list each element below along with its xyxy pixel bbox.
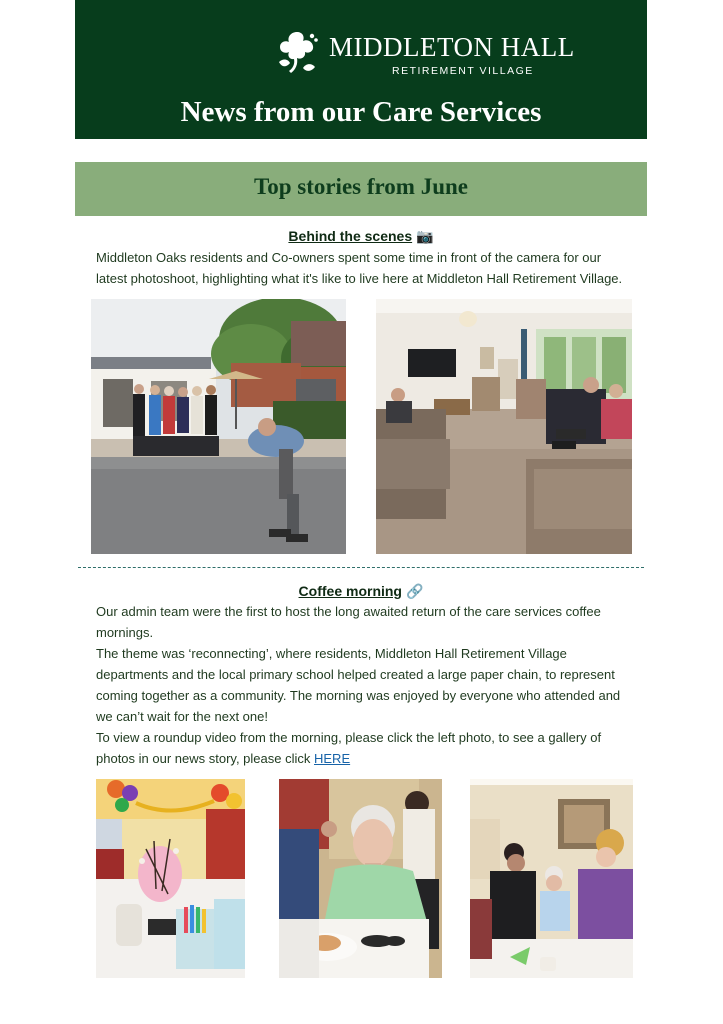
story-paragraph-closing (96, 727, 634, 769)
photo-residents-lounge[interactable] (376, 299, 632, 554)
page-title: News from our Care Services (180, 96, 542, 128)
photoshoot-image (91, 299, 346, 554)
story-body-behind-the-scenes (96, 247, 634, 289)
photo-coffee-table-video[interactable] (96, 779, 245, 978)
section-banner (75, 162, 647, 216)
story-paragraph: Our admin team were the first to host the long awaited return of the care services coffee mornings. (96, 604, 601, 640)
brand-name: MIDDLETON HALL (329, 32, 575, 62)
story-heading-label[interactable]: Behind the scenes (288, 228, 413, 244)
closing-text: To view a roundup video from the morning, please click the left photo, to see a gallery of photos in our news story, please click (96, 730, 602, 766)
story-heading-behind-the-scenes[interactable] (75, 228, 647, 245)
photo-resident-smiling[interactable] (279, 779, 442, 978)
lounge-image (376, 299, 632, 554)
photo-staff-with-resident[interactable] (470, 779, 633, 978)
story-paragraph: The theme was ‘reconnecting’, where residents, Middleton Hall Retirement Village departments and the local primary school helped created a large paper chain, to represent coming together as a community. The morning was enjoyed by everyone who attended and we can’t wait for the next one! (96, 646, 621, 724)
section-divider (78, 567, 644, 568)
gallery-link[interactable]: HERE (314, 751, 351, 766)
leaf-crest-icon (273, 28, 321, 78)
camera-icon: 📷 (416, 229, 434, 245)
section-title: Top stories from June (253, 174, 469, 199)
coffee-table-image (96, 779, 245, 978)
resident-image (279, 779, 442, 978)
brand-subtitle: RETIREMENT VILLAGE (392, 65, 534, 77)
photo-photoshoot-outside[interactable] (91, 299, 346, 554)
story-heading-label[interactable]: Coffee morning (298, 583, 402, 599)
newsletter-header (75, 0, 647, 139)
story-paragraph: Middleton Oaks residents and Co-owners spent some time in front of the camera for our latest photoshoot, highlighting what it's like to live here at Middleton Hall Retirement Village. (96, 250, 623, 286)
chain-link-icon: 🔗 (406, 584, 424, 600)
staff-image (470, 779, 633, 978)
brand-logo[interactable] (273, 28, 603, 80)
story-body-coffee-morning (96, 601, 634, 769)
story-heading-coffee-morning[interactable] (75, 583, 647, 600)
